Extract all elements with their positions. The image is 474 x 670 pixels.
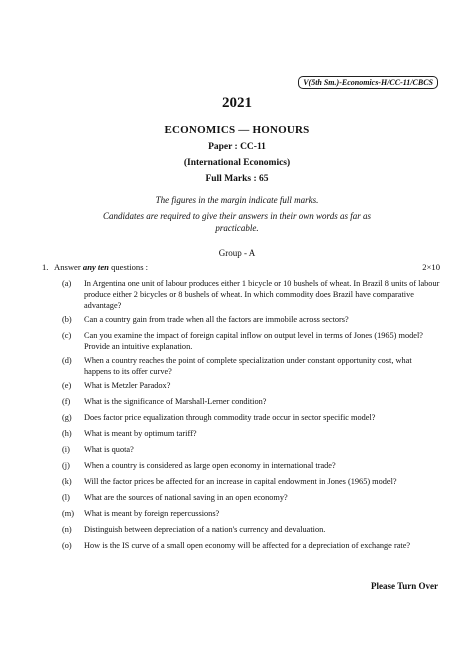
instruction-line-2: Candidates are required to give their answers in their own words as far as practicable. (103, 211, 371, 233)
item-label: (l) (62, 493, 70, 502)
item-text: What is meant by foreign repercussions? (84, 509, 220, 518)
item-text: How is the IS curve of a small open economy will be affected for a depreciation of exchange rate? (84, 541, 411, 550)
lead-suffix: questions : (108, 262, 149, 272)
question-lead (54, 262, 148, 272)
instruction-line-1: The figures in the margin indicate full marks. (155, 195, 319, 205)
item-text: What is the significance of Marshall-Lerner condition? (84, 397, 267, 406)
item-label: (n) (62, 525, 72, 534)
full-marks: Full Marks : 65 (205, 174, 269, 184)
item-text: In Argentina one unit of labour produces either 1 bicycle or 10 bushels of wheat. In Brazil 8 units of labour produce either 2 bicycles or 8 bushels of wheat. In which commodity does Brazil have comparative advantage? (84, 279, 440, 310)
item-text: What is quota? (84, 445, 134, 454)
subject-title: ECONOMICS — HONOURS (164, 124, 310, 136)
item-text: What is Metzler Paradox? (84, 381, 171, 390)
item-label: (k) (62, 477, 72, 486)
item-label: (i) (62, 445, 70, 454)
item-text: What is meant by optimum tariff? (84, 429, 197, 438)
item-label: (h) (62, 429, 72, 438)
item-label: (c) (62, 331, 72, 340)
lead-prefix: Answer (54, 262, 83, 272)
question-marks: 2×10 (422, 262, 440, 272)
item-label: (b) (62, 315, 72, 324)
item-text: When a country reaches the point of complete specialization under constant opportunity cost, what happens to its offer curve? (84, 356, 412, 376)
item-label: (j) (62, 461, 70, 470)
paper-code-box: V(5th Sm.)-Economics-H/CC-11/CBCS (298, 76, 438, 89)
item-label: (e) (62, 381, 72, 390)
item-text: What are the sources of national saving in an open economy? (84, 493, 288, 502)
item-text: Can you examine the impact of foreign capital inflow on output level in terms of Jones (1965) model? Provide an intuitive explanation. (84, 331, 423, 351)
item-label: (f) (62, 397, 71, 406)
item-label: (m) (62, 509, 74, 518)
item-text: Can a country gain from trade when all the factors are immobile across sectors? (84, 315, 349, 324)
exam-year: 2021 (222, 95, 252, 111)
item-text: Distinguish between depreciation of a nation's currency and devaluation. (84, 525, 326, 534)
item-label: (a) (62, 279, 72, 288)
lead-emphasis: any ten (82, 262, 109, 272)
item-label: (o) (62, 541, 72, 550)
group-heading: Group - A (218, 248, 256, 258)
item-text: When a country is considered as large open economy in international trade? (84, 461, 336, 470)
question-number: 1. (42, 262, 49, 272)
item-label: (d) (62, 356, 72, 365)
item-label: (g) (62, 413, 72, 422)
item-text: Will the factor prices be affected for an increase in capital endowment in Jones (1965) model? (84, 477, 397, 486)
item-text: Does factor price equalization through commodity trade occur in sector specific model? (84, 413, 376, 422)
please-turn-over: Please Turn Over (371, 581, 438, 591)
paper-number: Paper : CC-11 (208, 142, 266, 152)
paper-subtitle: (International Economics) (183, 158, 291, 168)
